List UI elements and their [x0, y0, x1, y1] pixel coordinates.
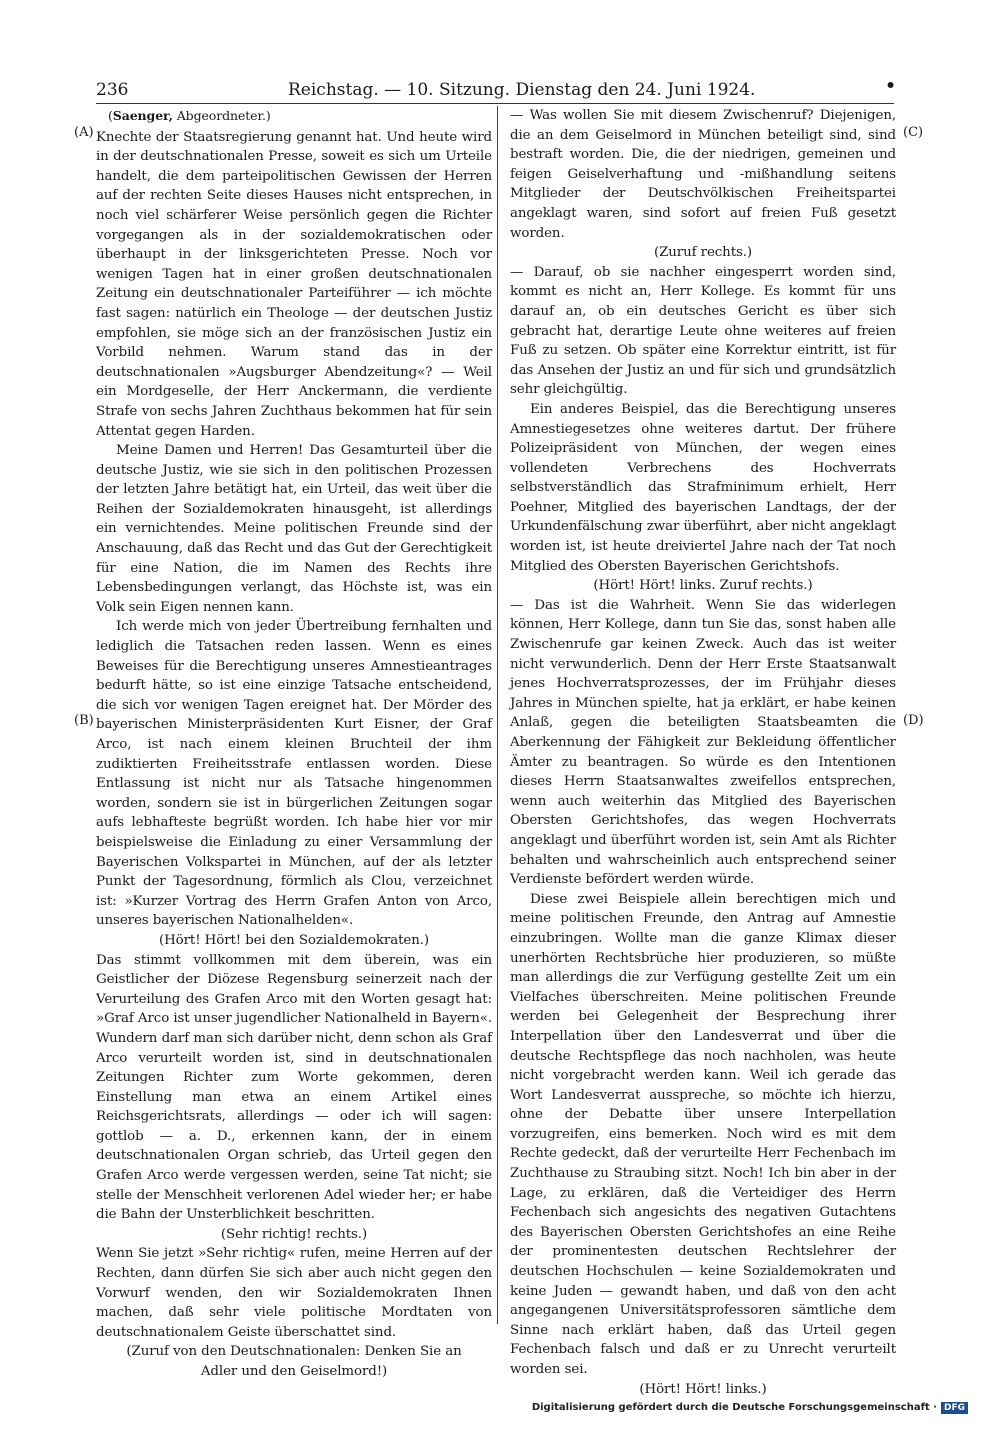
header-rule	[96, 103, 894, 104]
interjection: (Hört! Hört! links.)	[639, 1381, 767, 1397]
interjection: (Sehr richtig! rechts.)	[220, 1226, 368, 1242]
paragraph: Meine Damen und Herren! Das Gesamturteil über die deutsche Justiz, wie sie sich in den politischen Prozessen der letzten Jahre betätigt hat, ein Urteil, das weit über die Reihen der Sozialdemokraten hinausgeht, ist allerdings ein vernichtendes. Meine politischen Freunde sind der Anschauung, daß das Recht und das Gut der Gerechtigkeit für eine Nation, die im Namen des Rechts ihre Lebensbedingungen verlangt, das Höchste ist, was ein Volk sein Eigen nennen kann.	[96, 443, 492, 615]
margin-marker-d: (D)	[903, 713, 924, 728]
running-head: Reichstag. — 10. Sitzung. Dienstag den 24. Juni 1924.	[288, 80, 756, 100]
paragraph: Knechte der Staatsregierung genannt hat. Und heute wird in der deutschnationalen Presse, soweit es sich um Urteile handelt, die dem parteipolitischen Gewissen der Herren auf der rechten Seite dieses Hauses nicht entsprechen, in noch viel schärferer Weise persönlich gegen die Richter vorgegangen als in der sozialdemokratischen oder überhaupt in der linksgerichteten Presse. Noch vor wenigen Tagen hat in einer großen deutschnationalen Zeitung ein deutschnationaler Parteiführer — ich möchte fast sagen: natürlich ein Theologe — der deutschen Justiz empfohlen, sie möge sich an der französischen Justiz ein Vorbild nehmen. Warum stand das in der deutschnationalen »Augsburger Abendzeitung«? — Weil ein Mordgeselle, der Herr Anckermann, die verdiente Strafe von sechs Jahren Zuchthaus bekommen hat für sein Attentat gegen Harden.	[96, 129, 492, 439]
speaker-role: Abgeordneter.)	[176, 108, 271, 123]
speaker-line: (Saenger, Abgeordneter.)	[108, 108, 271, 123]
header-dot: •	[885, 76, 896, 96]
left-column	[96, 106, 492, 1382]
paragraph: Das stimmt vollkommen mit dem überein, was ein Geistlicher der Diözese Regensburg seinerzeit nach der Verurteilung des Grafen Arco mit den Worten gesagt hat: »Graf Arco ist unser jugendlicher Nationalheld in Bayern«. Wundern darf man sich darüber nicht, denn schon als Graf Arco verurteilt worden ist, sind in deutschnationalen Zeitungen Richter zum Worte gekommen, deren Einstellung man etwa an einem Artikel eines Reichsgerichtsrats, allerdings — oder ich will sagen: gottlob — a. D., erkennen kann, der in einem deutschnationalen Organ schrieb, das Urteil gegen den Grafen Arco werde vergessen werden, seine Tat nicht; sie stelle der Menschheit verlorenen Adel wieder her; er habe die Bahn der Unsterblichkeit beschritten.	[96, 952, 492, 1223]
paragraph: Ein anderes Beispiel, das die Berechtigung unseres Amnestiegesetzes ohne weiteres dartut. Der frühere Polizeipräsident von München, der wegen eines vollendeten Verbrechens des Hochverrats selbstverständlich das Strafminimum erhielt, Herr Poehner, Mitglied des bayerischen Landtags, der der Urkundenfälschung zwar überführt, aber nicht angeklagt worden ist, ist heute dreiviertel Jahre nach der Tat noch Mitglied des Obersten Bayerischen Gerichtshofs.	[510, 401, 896, 574]
page-header	[96, 78, 896, 102]
dfg-logo: DFG	[941, 1402, 968, 1414]
paragraph: — Das ist die Wahrheit. Wenn Sie das widerlegen können, Herr Kollege, dann tun Sie das, sonst haben alle Zwischenrufe gar keinen Zweck. Auch das ist weiter nicht verwunderlich. Denn der Herr Erste Staatsanwalt jenes Hochverratsprozesses, der im Frühjahr dieses Jahres in München spielte, hat ja erklärt, er habe keinen Anlaß, gegen die beteiligten Staatsbeamten die Aberkennung der Fähigkeit zur Bekleidung öffentlicher Ämter zu beantragen. So würde es den Intentionen dieses Herrn Staatsanwaltes zweifellos entsprechen, wenn auch weiterhin das Mitglied des Bayerischen Obersten Gerichtshofes, das wegen Hochverrats angeklagt und überführt worden ist, sein Amt als Richter behalten und wahrscheinlich auch entsprechend seiner Verdienste befördert werden würde.	[510, 597, 896, 888]
paragraph: Ich werde mich von jeder Übertreibung fernhalten und lediglich die Tatsachen reden lassen. Wenn es eines Beweises für die Berechtigung unseres Amnestieantrages bedurft hätte, so ist eine einzige Tatsache entscheidend, die sich vor wenigen Tagen ereignet hat. Der Mörder des bayerischen Ministerpräsidenten Kurt Eisner, der Graf Arco, ist nach einem kleinen Bruchteil der ihm zudiktierten Freiheitsstrafe entlassen worden. Diese Entlassung ist nicht nur als Tatsache hingenommen worden, sondern sie ist in bürgerlichen Zeitungen sogar aufs lebhafteste begrüßt worden. Ich habe hier vor mir beispielsweise die Einladung zu einer Versammlung der Bayerischen Volkspartei in München, auf der als letzter Punkt der Tagesordnung, förmlich als Clou, verzeichnet ist: »Kurzer Vortrag des Herrn Grafen Anton von Arco, unseres bayerischen Nationalhelden«.	[96, 619, 492, 929]
paragraph: — Darauf, ob sie nachher eingesperrt worden sind, kommt es nicht an, Herr Kollege. Es kommt für uns darauf an, ob ein deutsches Gericht es über sich gebracht hat, derartige Leute ohne weiteres auf freien Fuß zu setzen. Ob später eine Korrektur eintritt, ist für das Ansehen der Justiz an und für sich und grundsätzlich sehr gleichgültig.	[510, 264, 896, 398]
footer-text: Digitalisierung gefördert durch die Deutsche Forschungsgemeinschaft ·	[531, 1402, 937, 1413]
interjection: (Zuruf von den Deutschnationalen: Denken Sie an Adler und den Geiselmord!)	[126, 1344, 462, 1379]
margin-marker-c: (C)	[903, 125, 924, 140]
interjection: (Hört! Hört! links. Zuruf rechts.)	[593, 578, 813, 594]
paragraph: — Was wollen Sie mit diesem Zwischenruf? Diejenigen, die an dem Geiselmord in München beteiligt sind, sind bestraft worden. Die, die der niedrigen, gemeinen und feigen Geiselverhaftung und -mißhandlung seitens Mitglieder der Deutschvölkischen Freiheitspartei angeklagt waren, sind sofort auf freien Fuß gesetzt worden.	[510, 108, 896, 241]
page-number: 236	[96, 80, 129, 100]
speaker-name: Saenger,	[112, 108, 173, 123]
paragraph: Diese zwei Beispiele allein berechtigen mich und meine politischen Freunde, den Antrag auf Amnestie einzubringen. Wollte man die ganze Klimax dieser unerhörten Rechtsbrüche hier produzieren, so müßte man allerdings die zur Verfügung gestellte Zeit um ein Vielfaches überschreiten. Meine politischen Freunde werden bei Gelegenheit der Besprechung ihrer Interpellation über den Landesverrat und über die deutsche Rechtspflege das noch nachholen, was heute nicht vorgebracht werden kann. Weil ich gerade das Wort Landesverrat ausspreche, so möchte ich hierzu, ohne der Debatte über unsere Interpellation vorzugreifen, eins bemerken. Noch wird es mit dem Rechte gedeckt, daß der verurteilte Herr Fechenbach im Zuchthause zu Straubing sitzt. Noch! Ich bin aber in der Lage, zu erklären, daß die Verteidiger des Herrn Fechenbach sich angesichts des negativen Gutachtens des Bayerischen Obersten Gerichtshofes an eine Reihe der prominentesten deutschen Rechtslehrer der deutschen Hochschulen — keine Sozialdemokraten und keine Juden — gewandt haben, und daß von den acht angegangenen Universitätsprofessoren sämtliche dem Sinne nach erklärt haben, daß das Urteil gegen Fechenbach falsch und daß er zu Unrecht verurteilt worden sei.	[510, 891, 896, 1377]
right-column	[510, 106, 896, 1399]
interjection: (Zuruf rechts.)	[653, 245, 753, 261]
margin-marker-b: (B)	[74, 713, 94, 728]
margin-marker-a: (A)	[74, 125, 94, 140]
column-divider	[497, 106, 498, 1324]
interjection: (Hört! Hört! bei den Sozialdemokraten.)	[158, 932, 430, 948]
paragraph: Wenn Sie jetzt »Sehr richtig« rufen, meine Herren auf der Rechten, dann dürfen Sie sich aber auch nicht gegen den Vorwurf wenden, den wir Sozialdemokraten Ihnen machen, daß sehr viele politische Mordtaten von deutschnationalem Geiste überschattet sind.	[96, 1246, 492, 1340]
digitization-footer	[532, 1402, 968, 1414]
